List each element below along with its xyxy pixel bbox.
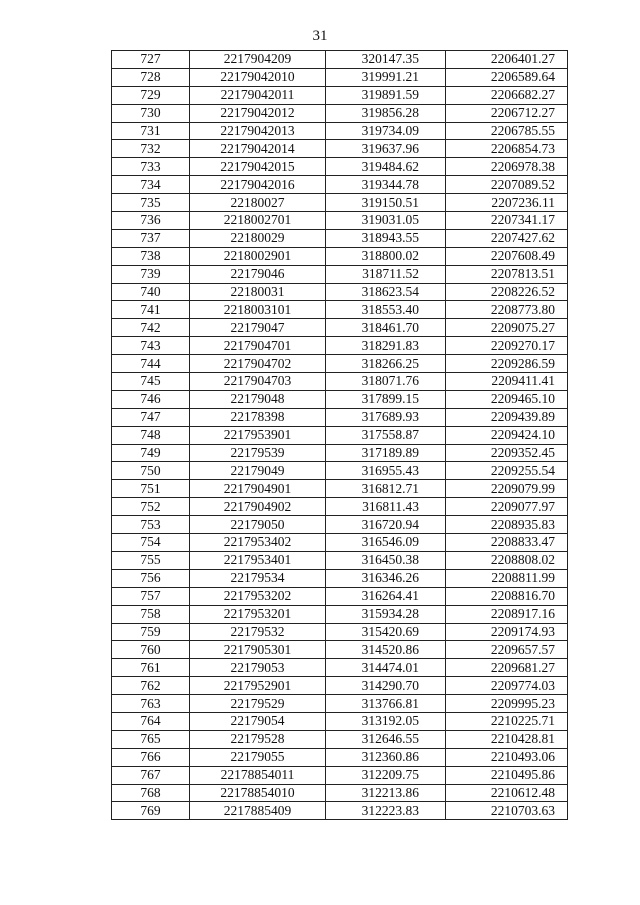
point-number-cell: 759 (112, 623, 190, 641)
point-id-cell: 22180031 (190, 283, 326, 301)
y-coordinate-cell: 2210495.86 (446, 766, 568, 784)
point-number-cell: 745 (112, 373, 190, 391)
table-row (112, 659, 568, 677)
y-coordinate-cell: 2209411.41 (446, 373, 568, 391)
y-coordinate-cell: 2208811.99 (446, 569, 568, 587)
x-coordinate-cell: 312360.86 (326, 748, 446, 766)
x-coordinate-cell: 316346.26 (326, 569, 446, 587)
point-id-cell: 2217904701 (190, 337, 326, 355)
table-row (112, 480, 568, 498)
table-row (112, 373, 568, 391)
y-coordinate-cell: 2209286.59 (446, 355, 568, 373)
point-number-cell: 736 (112, 212, 190, 230)
point-id-cell: 22179532 (190, 623, 326, 641)
coordinates-table-container (111, 50, 568, 820)
point-number-cell: 729 (112, 86, 190, 104)
x-coordinate-cell: 312646.55 (326, 730, 446, 748)
point-id-cell: 22179053 (190, 659, 326, 677)
y-coordinate-cell: 2206854.73 (446, 140, 568, 158)
table-row (112, 337, 568, 355)
y-coordinate-cell: 2207427.62 (446, 229, 568, 247)
x-coordinate-cell: 317899.15 (326, 390, 446, 408)
y-coordinate-cell: 2206682.27 (446, 86, 568, 104)
point-id-cell: 2217953401 (190, 551, 326, 569)
point-number-cell: 757 (112, 587, 190, 605)
point-id-cell: 22179534 (190, 569, 326, 587)
table-row (112, 516, 568, 534)
table-row (112, 426, 568, 444)
point-id-cell: 22179046 (190, 265, 326, 283)
y-coordinate-cell: 2209270.17 (446, 337, 568, 355)
x-coordinate-cell: 318623.54 (326, 283, 446, 301)
x-coordinate-cell: 318553.40 (326, 301, 446, 319)
x-coordinate-cell: 318800.02 (326, 247, 446, 265)
table-row (112, 641, 568, 659)
point-id-cell: 2217953201 (190, 605, 326, 623)
point-id-cell: 2217904702 (190, 355, 326, 373)
point-number-cell: 751 (112, 480, 190, 498)
point-id-cell: 22180027 (190, 194, 326, 212)
point-id-cell: 22179049 (190, 462, 326, 480)
table-row (112, 587, 568, 605)
point-id-cell: 22179042010 (190, 68, 326, 86)
x-coordinate-cell: 316264.41 (326, 587, 446, 605)
point-id-cell: 2218002701 (190, 212, 326, 230)
point-id-cell: 22178398 (190, 408, 326, 426)
point-number-cell: 768 (112, 784, 190, 802)
y-coordinate-cell: 2210612.48 (446, 784, 568, 802)
point-id-cell: 2217953402 (190, 534, 326, 552)
x-coordinate-cell: 316720.94 (326, 516, 446, 534)
y-coordinate-cell: 2208833.47 (446, 534, 568, 552)
y-coordinate-cell: 2209657.57 (446, 641, 568, 659)
point-id-cell: 22178854011 (190, 766, 326, 784)
x-coordinate-cell: 314520.86 (326, 641, 446, 659)
point-id-cell: 22178854010 (190, 784, 326, 802)
point-number-cell: 734 (112, 176, 190, 194)
point-number-cell: 731 (112, 122, 190, 140)
point-id-cell: 2217953901 (190, 426, 326, 444)
table-row (112, 86, 568, 104)
table-row (112, 569, 568, 587)
point-number-cell: 746 (112, 390, 190, 408)
point-number-cell: 733 (112, 158, 190, 176)
point-id-cell: 22179042013 (190, 122, 326, 140)
y-coordinate-cell: 2209075.27 (446, 319, 568, 337)
table-row (112, 444, 568, 462)
point-number-cell: 761 (112, 659, 190, 677)
point-id-cell: 22179042016 (190, 176, 326, 194)
point-number-cell: 769 (112, 802, 190, 820)
point-number-cell: 758 (112, 605, 190, 623)
point-number-cell: 749 (112, 444, 190, 462)
point-number-cell: 766 (112, 748, 190, 766)
point-number-cell: 760 (112, 641, 190, 659)
x-coordinate-cell: 317558.87 (326, 426, 446, 444)
table-row (112, 319, 568, 337)
point-id-cell: 22179042014 (190, 140, 326, 158)
y-coordinate-cell: 2210703.63 (446, 802, 568, 820)
point-id-cell: 22179539 (190, 444, 326, 462)
point-number-cell: 750 (112, 462, 190, 480)
y-coordinate-cell: 2207089.52 (446, 176, 568, 194)
point-id-cell: 2217952901 (190, 677, 326, 695)
x-coordinate-cell: 319344.78 (326, 176, 446, 194)
table-row (112, 68, 568, 86)
point-id-cell: 2217904901 (190, 480, 326, 498)
table-row (112, 623, 568, 641)
point-number-cell: 763 (112, 695, 190, 713)
point-id-cell: 22179529 (190, 695, 326, 713)
point-id-cell: 22179050 (190, 516, 326, 534)
point-number-cell: 744 (112, 355, 190, 373)
point-number-cell: 740 (112, 283, 190, 301)
x-coordinate-cell: 317189.89 (326, 444, 446, 462)
y-coordinate-cell: 2209465.10 (446, 390, 568, 408)
table-row (112, 176, 568, 194)
point-number-cell: 753 (112, 516, 190, 534)
x-coordinate-cell: 312209.75 (326, 766, 446, 784)
point-id-cell: 22179047 (190, 319, 326, 337)
x-coordinate-cell: 318461.70 (326, 319, 446, 337)
y-coordinate-cell: 2209077.97 (446, 498, 568, 516)
point-id-cell: 22179042015 (190, 158, 326, 176)
table-row (112, 122, 568, 140)
page-number: 31 (312, 28, 328, 44)
point-id-cell: 22179054 (190, 712, 326, 730)
coordinates-table-body (112, 51, 568, 820)
point-number-cell: 739 (112, 265, 190, 283)
point-id-cell: 22180029 (190, 229, 326, 247)
point-number-cell: 748 (112, 426, 190, 444)
point-number-cell: 743 (112, 337, 190, 355)
x-coordinate-cell: 316546.09 (326, 534, 446, 552)
y-coordinate-cell: 2208935.83 (446, 516, 568, 534)
point-number-cell: 737 (112, 229, 190, 247)
table-row (112, 534, 568, 552)
y-coordinate-cell: 2206785.55 (446, 122, 568, 140)
x-coordinate-cell: 314474.01 (326, 659, 446, 677)
point-id-cell: 22179042011 (190, 86, 326, 104)
x-coordinate-cell: 319031.05 (326, 212, 446, 230)
x-coordinate-cell: 317689.93 (326, 408, 446, 426)
point-number-cell: 735 (112, 194, 190, 212)
y-coordinate-cell: 2206401.27 (446, 51, 568, 69)
x-coordinate-cell: 319856.28 (326, 104, 446, 122)
x-coordinate-cell: 318291.83 (326, 337, 446, 355)
point-id-cell: 22179528 (190, 730, 326, 748)
y-coordinate-cell: 2206978.38 (446, 158, 568, 176)
y-coordinate-cell: 2207341.17 (446, 212, 568, 230)
point-number-cell: 755 (112, 551, 190, 569)
table-row (112, 784, 568, 802)
y-coordinate-cell: 2207813.51 (446, 265, 568, 283)
table-row (112, 551, 568, 569)
table-row (112, 229, 568, 247)
point-id-cell: 2218002901 (190, 247, 326, 265)
point-number-cell: 762 (112, 677, 190, 695)
x-coordinate-cell: 319891.59 (326, 86, 446, 104)
coordinates-table (111, 50, 568, 820)
x-coordinate-cell: 314290.70 (326, 677, 446, 695)
point-id-cell: 2217904703 (190, 373, 326, 391)
y-coordinate-cell: 2208226.52 (446, 283, 568, 301)
point-id-cell: 2217904902 (190, 498, 326, 516)
point-id-cell: 2217905301 (190, 641, 326, 659)
y-coordinate-cell: 2209424.10 (446, 426, 568, 444)
x-coordinate-cell: 319150.51 (326, 194, 446, 212)
point-number-cell: 752 (112, 498, 190, 516)
y-coordinate-cell: 2209352.45 (446, 444, 568, 462)
point-number-cell: 738 (112, 247, 190, 265)
table-row (112, 140, 568, 158)
point-number-cell: 754 (112, 534, 190, 552)
y-coordinate-cell: 2209439.89 (446, 408, 568, 426)
point-number-cell: 742 (112, 319, 190, 337)
x-coordinate-cell: 319637.96 (326, 140, 446, 158)
x-coordinate-cell: 315420.69 (326, 623, 446, 641)
y-coordinate-cell: 2209774.03 (446, 677, 568, 695)
point-number-cell: 730 (112, 104, 190, 122)
table-row (112, 51, 568, 69)
x-coordinate-cell: 312223.83 (326, 802, 446, 820)
point-id-cell: 2217953202 (190, 587, 326, 605)
x-coordinate-cell: 319734.09 (326, 122, 446, 140)
table-row (112, 498, 568, 516)
x-coordinate-cell: 312213.86 (326, 784, 446, 802)
table-row (112, 802, 568, 820)
y-coordinate-cell: 2209681.27 (446, 659, 568, 677)
table-row (112, 355, 568, 373)
x-coordinate-cell: 316812.71 (326, 480, 446, 498)
table-row (112, 462, 568, 480)
point-number-cell: 728 (112, 68, 190, 86)
table-row (112, 158, 568, 176)
y-coordinate-cell: 2209255.54 (446, 462, 568, 480)
table-row (112, 194, 568, 212)
y-coordinate-cell: 2207236.11 (446, 194, 568, 212)
point-number-cell: 741 (112, 301, 190, 319)
table-row (112, 695, 568, 713)
x-coordinate-cell: 319484.62 (326, 158, 446, 176)
point-id-cell: 22179055 (190, 748, 326, 766)
y-coordinate-cell: 2210493.06 (446, 748, 568, 766)
table-row (112, 748, 568, 766)
table-row (112, 265, 568, 283)
point-number-cell: 732 (112, 140, 190, 158)
x-coordinate-cell: 320147.35 (326, 51, 446, 69)
y-coordinate-cell: 2208816.70 (446, 587, 568, 605)
x-coordinate-cell: 316955.43 (326, 462, 446, 480)
point-number-cell: 756 (112, 569, 190, 587)
point-number-cell: 747 (112, 408, 190, 426)
table-row (112, 390, 568, 408)
y-coordinate-cell: 2208773.80 (446, 301, 568, 319)
point-id-cell: 2218003101 (190, 301, 326, 319)
x-coordinate-cell: 319991.21 (326, 68, 446, 86)
y-coordinate-cell: 2207608.49 (446, 247, 568, 265)
table-row (112, 283, 568, 301)
y-coordinate-cell: 2209995.23 (446, 695, 568, 713)
x-coordinate-cell: 313192.05 (326, 712, 446, 730)
x-coordinate-cell: 318943.55 (326, 229, 446, 247)
table-row (112, 301, 568, 319)
point-number-cell: 764 (112, 712, 190, 730)
table-row (112, 677, 568, 695)
point-id-cell: 2217904209 (190, 51, 326, 69)
table-row (112, 408, 568, 426)
y-coordinate-cell: 2208917.16 (446, 605, 568, 623)
point-number-cell: 765 (112, 730, 190, 748)
y-coordinate-cell: 2208808.02 (446, 551, 568, 569)
table-row (112, 766, 568, 784)
x-coordinate-cell: 318266.25 (326, 355, 446, 373)
x-coordinate-cell: 316450.38 (326, 551, 446, 569)
table-row (112, 712, 568, 730)
table-row (112, 730, 568, 748)
point-id-cell: 2217885409 (190, 802, 326, 820)
y-coordinate-cell: 2210225.71 (446, 712, 568, 730)
point-number-cell: 767 (112, 766, 190, 784)
y-coordinate-cell: 2209174.93 (446, 623, 568, 641)
x-coordinate-cell: 315934.28 (326, 605, 446, 623)
table-row (112, 104, 568, 122)
point-id-cell: 22179042012 (190, 104, 326, 122)
y-coordinate-cell: 2206712.27 (446, 104, 568, 122)
table-row (112, 605, 568, 623)
x-coordinate-cell: 313766.81 (326, 695, 446, 713)
x-coordinate-cell: 316811.43 (326, 498, 446, 516)
y-coordinate-cell: 2209079.99 (446, 480, 568, 498)
x-coordinate-cell: 318071.76 (326, 373, 446, 391)
point-id-cell: 22179048 (190, 390, 326, 408)
point-number-cell: 727 (112, 51, 190, 69)
table-row (112, 212, 568, 230)
table-row (112, 247, 568, 265)
y-coordinate-cell: 2210428.81 (446, 730, 568, 748)
x-coordinate-cell: 318711.52 (326, 265, 446, 283)
y-coordinate-cell: 2206589.64 (446, 68, 568, 86)
